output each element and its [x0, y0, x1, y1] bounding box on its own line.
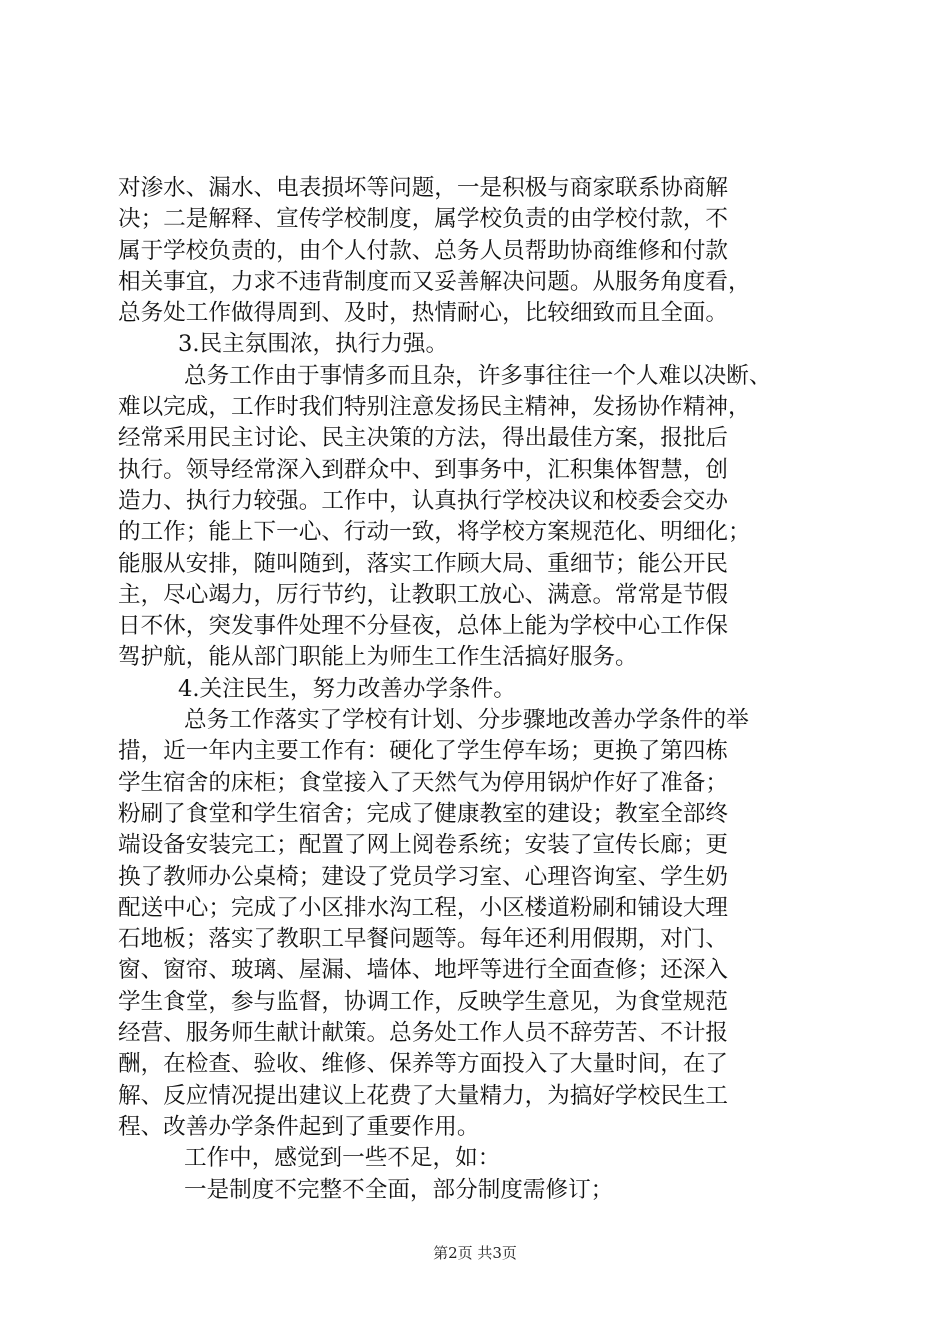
text-line: 配送中心；完成了小区排水沟工程，小区楼道粉刷和铺设大理 [118, 894, 729, 921]
text-line: 解、反应情况提出建议上花费了大量精力，为搞好学校民生工 [118, 1082, 729, 1109]
text-line: 酬，在检查、验收、维修、保养等方面投入了大量时间，在了 [118, 1051, 729, 1078]
text-line: 程、改善办学条件起到了重要作用。 [118, 1113, 480, 1140]
text-line: 属于学校负责的，由个人付款、总务人员帮助协商维修和付款 [118, 237, 729, 264]
text-line: 学生宿舍的床柜；食堂接入了天然气为停用锅炉作好了准备； [118, 769, 729, 796]
text-line: 的工作；能上下一心、行动一致，将学校方案规范化、明细化； [118, 519, 751, 546]
text-line: 换了教师办公桌椅；建设了党员学习室、心理咨询室、学生奶 [118, 863, 729, 890]
text-line: 决；二是解释、宣传学校制度，属学校负责的由学校付款，不 [118, 206, 729, 233]
section-heading: 3.民主氛围浓，执行力强。 [178, 331, 449, 358]
text-line: 石地板；落实了教职工早餐问题等。每年还利用假期，对门、 [118, 926, 729, 953]
text-line: 难以完成，工作时我们特别注意发扬民主精神，发扬协作精神， [118, 394, 751, 421]
text-line: 对渗水、漏水、电表损坏等问题，一是积极与商家联系协商解 [118, 175, 729, 201]
text-line: 端设备安装完工；配置了网上阅卷系统；安装了宣传长廊；更 [118, 832, 729, 859]
text-line: 工作中，感觉到一些不足，如： [184, 1145, 501, 1172]
document-body [118, 173, 838, 1206]
text-line: 造力、执行力较强。工作中，认真执行学校决议和校委会交办 [118, 487, 729, 514]
text-line: 窗、窗帘、玻璃、屋漏、墙体、地坪等进行全面查修；还深入 [118, 957, 729, 984]
text-line: 粉刷了食堂和学生宿舍；完成了健康教室的建设；教室全部终 [118, 800, 729, 827]
page-footer: 第2页 共3页 [433, 1244, 517, 1262]
text-line: 总务工作落实了学校有计划、分步骤地改善办学条件的举 [184, 707, 749, 734]
text-line: 总务处工作做得周到、及时，热情耐心，比较细致而且全面。 [118, 300, 729, 327]
section-heading: 4.关注民生，努力改善办学条件。 [178, 675, 516, 702]
text-line: 经常采用民主讨论、民主决策的方法，得出最佳方案，报批后 [118, 425, 729, 452]
text-line: 一是制度不完整不全面，部分制度需修订； [184, 1176, 614, 1203]
text-line: 相关事宜，力求不违背制度而又妥善解决问题。从服务角度看， [118, 268, 751, 295]
text-line: 能服从安排，随叫随到，落实工作顾大局、重细节；能公开民 [118, 550, 729, 577]
text-line: 驾护航，能从部门职能上为师生工作生活搞好服务。 [118, 644, 638, 671]
text-line: 执行。领导经常深入到群众中、到事务中，汇积集体智慧，创 [118, 456, 729, 483]
text-line: 主，尽心竭力，厉行节约，让教职工放心、满意。常常是节假 [118, 581, 729, 608]
text-line: 措，近一年内主要工作有：硬化了学生停车场；更换了第四栋 [118, 738, 729, 765]
text-line: 日不休，突发事件处理不分昼夜，总体上能为学校中心工作保 [118, 613, 729, 640]
text-line: 学生食堂，参与监督，协调工作，反映学生意见，为食堂规范 [118, 988, 729, 1015]
text-line: 总务工作由于事情多而且杂，许多事往往一个人难以决断、 [184, 362, 772, 389]
text-line: 经营、服务师生献计献策。总务处工作人员不辞劳苦、不计报 [118, 1020, 729, 1047]
